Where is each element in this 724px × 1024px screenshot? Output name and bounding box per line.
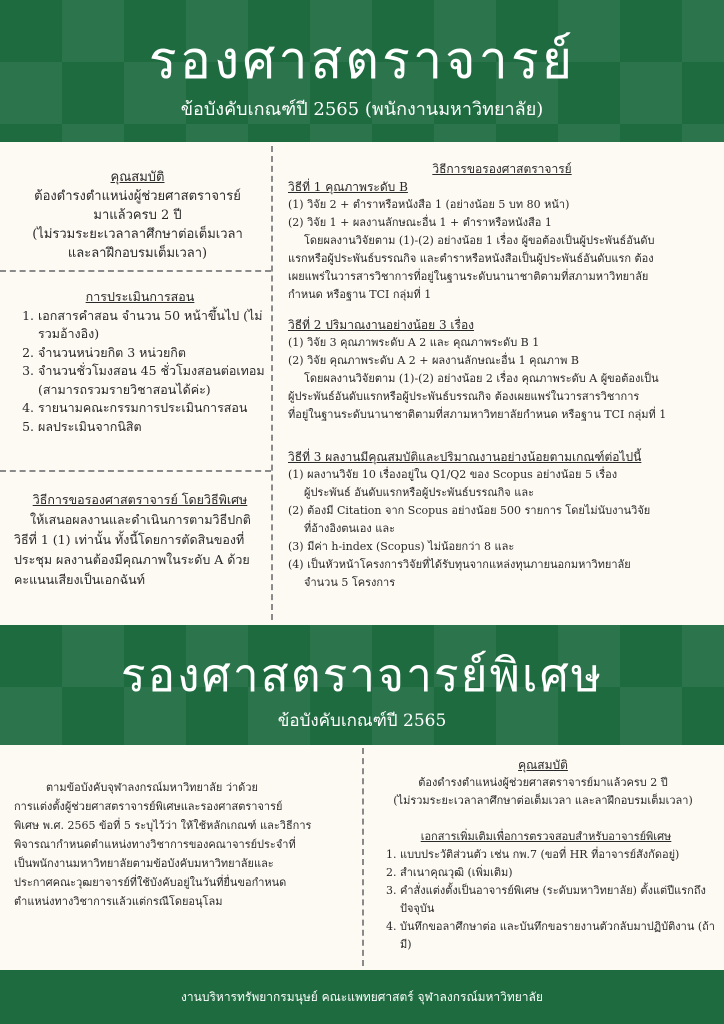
regulation-line: ตำแหน่งทางวิชาการแล้วแต่กรณีโดยอนุโลม: [14, 895, 223, 908]
list-item: 2. สำเนาคุณวุฒิ (เพิ่มเติม): [400, 864, 716, 882]
documents-section: [376, 828, 716, 954]
regulation-line: พิเศษ พ.ศ. 2565 ข้อที่ 5 ระบุไว้ว่า ให้ใช้หลักเกณฑ์ และวิธีการ: [14, 819, 312, 832]
regulation-line: เป็นพนักงานมหาวิทยาลัยตามข้อบังคับมหาวิทยาลัยและ: [14, 857, 274, 870]
list-item: 3. คำสั่งแต่งตั้งเป็นอาจารย์พิเศษ (ระดับมหาวิทยาลัย) ตั้งแต่ปีแรกถึงปัจจุบัน: [400, 882, 716, 918]
list-item: 3. จำนวนชั่วโมงสอน 45 ชั่วโมงสอนต่อเทอม (สามารถรวมรายวิชาสอนได้ค่ะ): [38, 362, 266, 399]
qualification-line: และลาฝึกอบรมเต็มเวลา): [67, 246, 208, 261]
method-line: กำหนด หรือฐาน TCI กลุ่มที่ 1: [288, 288, 432, 301]
qualification-heading: คุณสมบัติ: [110, 170, 165, 185]
method-line: โดยผลงานวิจัยตาม (1)-(2) อย่างน้อย 1 เรื่อง ผู้ขอต้องเป็นผู้ประพันธ์อันดับ: [304, 234, 655, 247]
page-subtitle: ข้อบังคับเกณฑ์ปี 2565 (พนักงานมหาวิทยาลัย): [180, 99, 544, 120]
method-line: เผยแพร่ในวารสารวิชาการที่อยู่ในฐานระดับนานาชาติตามที่สภามหาวิทยาลัย: [288, 270, 649, 283]
method-line: ที่อยู่ในฐานระดับนานาชาติตามที่สภามหาวิทยาลัยกำหนด หรือฐาน TCI กลุ่มที่ 1: [288, 408, 667, 421]
method2-title: วิธีที่ 2 ปริมาณงานอย่างน้อย 3 เรื่อง: [288, 318, 475, 332]
teaching-evaluation-section: [14, 288, 266, 436]
qualification-line: (ไม่รวมระยะเวลาลาศึกษาต่อเต็มเวลา และลาฝึกอบรมเต็มเวลา): [393, 794, 693, 807]
method-line: โดยผลงานวิจัยตาม (1)-(2) อย่างน้อย 2 เรื่อง คุณภาพระดับ A ผู้ขอต้องเป็น: [304, 372, 659, 385]
methods-section: [288, 160, 716, 592]
list-item: 1. แบบประวัติส่วนตัว เช่น กพ.7 (ขอที่ HR ที่อาจารย์สังกัดอยู่): [400, 846, 716, 864]
section-subtitle: ข้อบังคับเกณฑ์ปี 2565: [277, 711, 447, 731]
special-method-line: วิธีที่ 1 (1) เท่านั้น ทั้งนี้โดยการตัดสินของที่: [14, 532, 245, 547]
method-line: (1) วิจัย 2 + ตำราหรือหนังสือ 1 (อย่างน้อย 5 บท 80 หน้า): [288, 198, 570, 211]
page-title: รองศาสตราจารย์: [148, 31, 576, 91]
qualification-special-section: [370, 756, 716, 810]
list-item: 4. บันทึกขอลาศึกษาต่อ และบันทึกขอรายงานตัวกลับมาปฏิบัติงาน (ถ้ามี): [400, 918, 716, 954]
header-banner: [0, 0, 724, 142]
teaching-heading: การประเมินการสอน: [85, 289, 195, 304]
special-method-line: ประชุม ผลงานต้องมีคุณภาพในระดับ A ด้วย: [14, 552, 250, 567]
regulation-line: พิจารณากำหนดตำแหน่งทางวิชาการของคณาจารย์ประจำที่: [14, 838, 296, 851]
regulation-line: การแต่งตั้งผู้ช่วยศาสตราจารย์พิเศษและรองศาสตราจารย์: [14, 800, 283, 813]
method-line: จำนวน 5 โครงการ: [304, 576, 396, 589]
method-line: (2) วิจัย คุณภาพระดับ A 2 + ผลงานลักษณะอื่น 1 คุณภาพ B: [288, 354, 579, 367]
qualification-heading: คุณสมบัติ: [518, 758, 568, 772]
special-method-section: [14, 490, 266, 590]
qualification-section: [10, 168, 265, 263]
regulation-line: ตามข้อบังคับจุฬาลงกรณ์มหาวิทยาลัย ว่าด้วย: [46, 781, 258, 794]
qualification-line: (ไม่รวมระยะเวลาลาศึกษาต่อเต็มเวลา: [32, 227, 243, 242]
method-line: (4) เป็นหัวหน้าโครงการวิจัยที่ได้รับทุนจากแหล่งทุนภายนอกมหาวิทยาลัย: [288, 558, 631, 571]
column-divider: [362, 748, 364, 966]
qualification-line: ต้องดำรงตำแหน่งผู้ช่วยศาสตราจารย์มาแล้วครบ 2 ปี: [418, 776, 668, 789]
list-item: 5. ผลประเมินจากนิสิต: [38, 418, 266, 437]
footer-text: งานบริหารทรัพยากรมนุษย์ คณะแพทยศาสตร์ จุฬาลงกรณ์มหาวิทยาลัย: [181, 990, 543, 1004]
method1-title: วิธีที่ 1 คุณภาพระดับ B: [288, 180, 408, 194]
section-divider: [0, 270, 271, 272]
special-method-line: คะแนนเสียงเป็นเอกฉันท์: [14, 572, 145, 587]
qualification-line: มาแล้วครบ 2 ปี: [93, 208, 182, 223]
method-line: ผู้ประพันธ์อันดับแรกหรือผู้ประพันธ์บรรณกิจ ต้องเผยแพร่ในวารสารวิชาการ: [288, 390, 640, 403]
special-method-heading: วิธีการขอรองศาสตราจารย์ โดยวิธีพิเศษ: [32, 492, 248, 507]
qualification-line: ต้องดำรงตำแหน่งผู้ช่วยศาสตราจารย์: [34, 189, 241, 204]
method-line: (2) วิจัย 1 + ผลงานลักษณะอื่น 1 + ตำราหรือหนังสือ 1: [288, 216, 552, 229]
methods-heading: วิธีการขอรองศาสตราจารย์: [432, 162, 572, 176]
footer: [0, 970, 724, 1024]
method-line: (1) ผลงานวิจัย 10 เรื่องอยู่ใน Q1/Q2 ของ Scopus อย่างน้อย 5 เรื่อง: [288, 468, 618, 481]
method-line: ที่อ้างอิงตนเอง และ: [304, 522, 396, 535]
documents-heading: เอกสารเพิ่มเติมเพื่อการตรวจสอบสำหรับอาจารย์พิเศษ: [420, 830, 672, 843]
column-divider: [271, 146, 273, 620]
method3-title: วิธีที่ 3 ผลงานมีคุณสมบัติและปริมาณงานอย่างน้อยตามเกณฑ์ต่อไปนี้: [288, 450, 642, 464]
list-item: 1. เอกสารคำสอน จำนวน 50 หน้าขึ้นไป (ไม่รวมอ้างอิง): [38, 307, 266, 344]
list-item: 4. รายนามคณะกรรมการประเมินการสอน: [38, 399, 266, 418]
method-line: ผู้ประพันธ์ อันดับแรกหรือผู้ประพันธ์บรรณกิจ และ: [304, 486, 534, 499]
regulation-section: [14, 778, 354, 911]
special-method-line: ให้เสนอผลงานและดำเนินการตามวิธีปกติ: [30, 512, 251, 527]
list-item: 2. จำนวนหน่วยกิต 3 หน่วยกิต: [38, 344, 266, 363]
method-line: (2) ต้องมี Citation จาก Scopus อย่างน้อย 500 รายการ โดยไม่นับงานวิจัย: [288, 504, 651, 517]
section-divider: [0, 470, 271, 472]
regulation-line: ประกาศคณะวุฒยาจารย์ที่ใช้บังคับอยู่ในวันที่ยื่นขอกำหนด: [14, 876, 287, 889]
section-title: รองศาสตราจารย์พิเศษ: [120, 648, 604, 702]
header-banner-special: [0, 625, 724, 745]
method-line: แรกหรือผู้ประพันธ์บรรณกิจ และตำราหรือหนังสือเป็นผู้ประพันธ์อันดับแรก ต้อง: [288, 252, 654, 265]
method-line: (3) มีค่า h-index (Scopus) ไม่น้อยกว่า 8 และ: [288, 540, 515, 553]
method-line: (1) วิจัย 3 คุณภาพระดับ A 2 และ คุณภาพระดับ B 1: [288, 336, 540, 349]
